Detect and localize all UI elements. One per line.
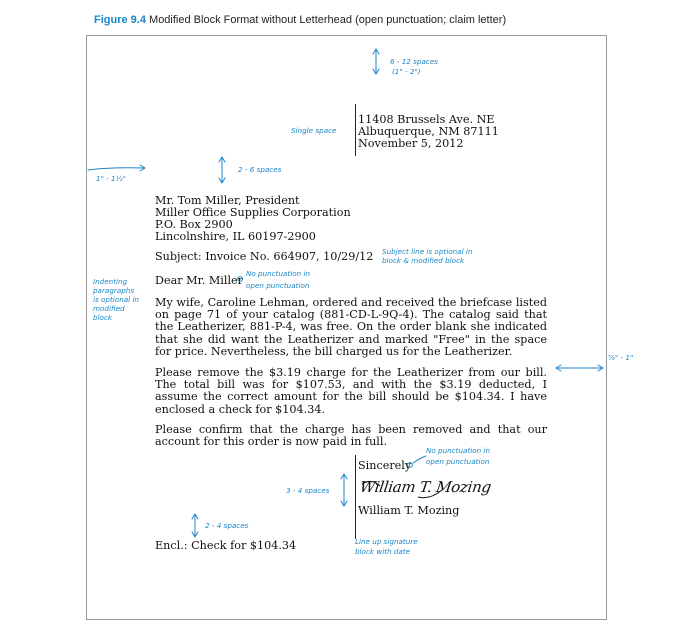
note-indent-5: block — [93, 313, 113, 322]
body-paragraph-1: My wife, Caroline Lehman, ordered and received the briefcase listed on page 71 of your catalog (881-CD-L-9Q-4). The catalog said that the Leatherizer, 881-P-4, was free. On the order blank she indicated that she did want the Leatherizer and marked "Free" in the space for price. Nevertheless, the bill charged us for the Leatherizer. — [155, 296, 547, 358]
signature-flourish — [362, 481, 442, 497]
three-four-spaces-arrow — [341, 474, 347, 506]
handwritten-signature: William T. Mozing — [358, 478, 493, 496]
right-margin-arrow — [556, 365, 603, 371]
closing-pointer — [408, 456, 426, 467]
note-single-space: Single space — [291, 126, 337, 135]
inside-address-line-4: Lincolnshire, IL 60197-2900 — [155, 230, 316, 243]
note-top-margin-2: (1" - 2") — [392, 67, 421, 76]
two-six-spaces-arrow — [219, 157, 225, 183]
note-two-six-spaces: 2 - 6 spaces — [238, 165, 282, 174]
body-paragraph-3: Please confirm that the charge has been removed and that our account for this order is now paid in full. — [155, 423, 547, 449]
subject-line: Subject: Invoice No. 664907, 10/29/12 — [155, 250, 374, 263]
signer-name: William T. Mozing — [358, 504, 460, 517]
note-three-four-spaces: 3 - 4 spaces — [286, 486, 330, 495]
note-indent-4: modified — [93, 304, 125, 313]
figure-label: Figure 9.4 — [94, 14, 146, 26]
note-line-up-2: block with date — [355, 547, 411, 556]
return-address-city: Albuquerque, NM 87111 — [358, 125, 499, 138]
figure-title: Modified Block Format without Letterhead (open punctuation; claim letter) — [149, 14, 507, 26]
note-two-four-spaces: 2 - 4 spaces — [205, 521, 249, 530]
two-four-spaces-arrow — [192, 514, 198, 537]
note-right-margin: ⅝" - 1" — [608, 353, 634, 362]
return-address-street: 11408 Brussels Ave. NE — [358, 113, 495, 126]
enclosure-line: Encl.: Check for $104.34 — [155, 539, 297, 552]
note-salutation-punct-2: open punctuation — [246, 281, 310, 290]
note-closing-punct-1: No punctuation in — [426, 446, 491, 455]
note-indent-1: Indenting — [93, 277, 128, 286]
inside-address-line-2: Miller Office Supplies Corporation — [155, 206, 351, 219]
note-top-margin-1: 6 - 12 spaces — [390, 57, 438, 66]
note-left-margin: 1" - 1½" — [96, 174, 126, 183]
complimentary-close: Sincerely — [358, 459, 412, 472]
inside-address-line-3: P.O. Box 2900 — [155, 218, 233, 231]
note-salutation-punct-1: No punctuation in — [246, 269, 311, 278]
salutation: Dear Mr. Miller — [155, 274, 244, 287]
note-indent-2: paragraphs — [93, 286, 135, 295]
letter-date: November 5, 2012 — [358, 137, 464, 150]
note-closing-punct-2: open punctuation — [426, 457, 490, 466]
salutation-pointer — [238, 277, 243, 282]
note-subject-optional-1: Subject line is optional in — [382, 247, 473, 256]
note-line-up-1: Line up signature — [355, 537, 418, 546]
top-margin-arrow — [373, 49, 379, 74]
note-indent-3: is optional in — [93, 295, 139, 304]
note-subject-optional-2: block & modified block — [382, 256, 465, 265]
body-paragraph-2: Please remove the $3.19 charge for the Leatherizer from our bill. The total bill was for $107.53, and with the $3.19 deducted, I assume the correct amount for the bill should be $104.34. I have enclosed a check for $104.34. — [155, 366, 547, 416]
left-margin-arrow — [88, 165, 145, 171]
inside-address-line-1: Mr. Tom Miller, President — [155, 194, 300, 207]
